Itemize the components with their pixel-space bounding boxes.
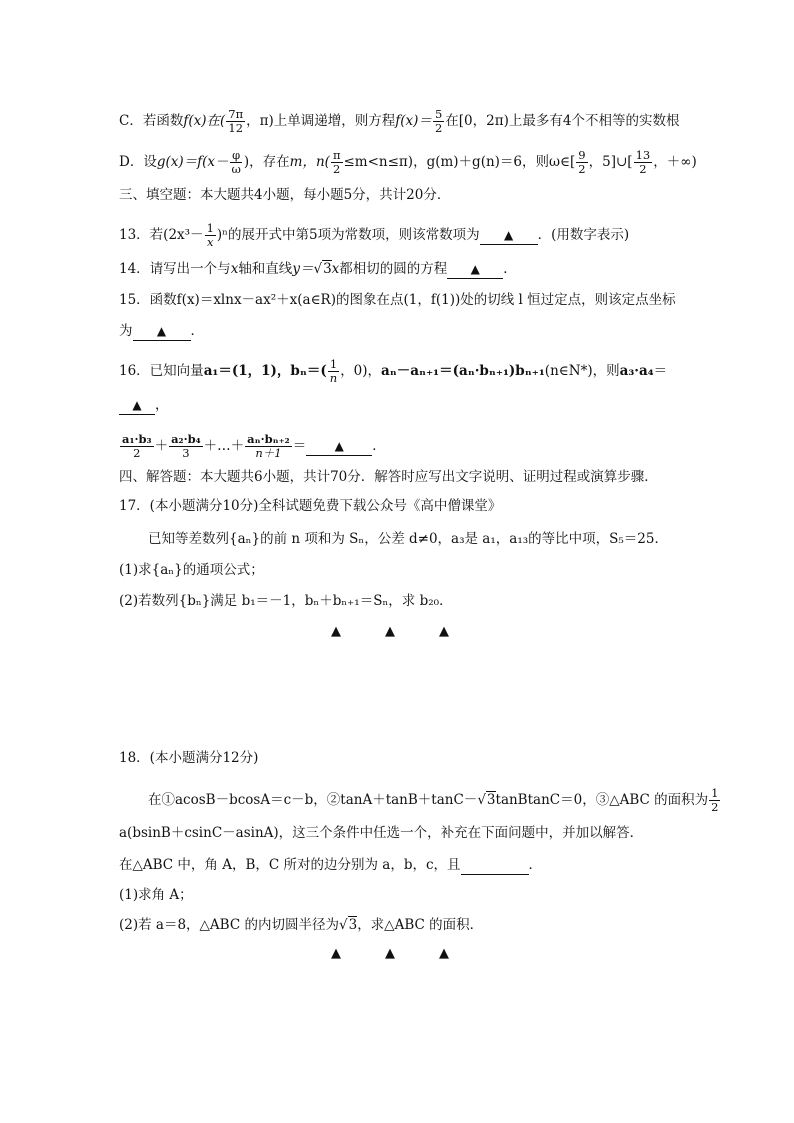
question-15-line-2: 为 ▲ ． — [119, 323, 204, 339]
question-18-stem-line-3: 在△ABC 中，角 A，B，C 所对的边分别为 a，b，c，且 ． — [119, 857, 543, 873]
fraction: $\frac{1}{n}$ — [329, 357, 338, 385]
section-3-heading: 三、填空题：本大题共4小题，每小题5分，共计20分． — [119, 187, 451, 203]
question-18-header: 18．(本小题满分12分) — [119, 750, 259, 766]
answer-space-markers: ▲ ▲ ▲ — [331, 946, 449, 961]
fraction: $\frac{\pi}{2}$ — [332, 148, 341, 176]
section-4-heading: 四、解答题：本大题共6小题，共计70分．解答时应写出文字说明、证明过程或演算步骤． — [119, 469, 658, 485]
option-c: C．若函数f(x)在( $\frac{7\pi}{12}$ ，π)上单调递增，则方程f(x)＝ $\frac{5}{2}$ 在[0，2π)上最多有4个不相等的实数根 — [119, 107, 680, 135]
fraction: $\frac{\text{a₂·b₄}}{3}$ — [171, 432, 201, 460]
question-16-line-3: $\frac{\text{a₁·b₃}}{2}$ ＋ $\frac{\text{a₂·b₄}}{3}$ ＋…＋ $\frac{\text{aₙ·bₙ₊₂}}{n+1}$ ＝ ▲ ． — [122, 432, 386, 460]
question-14: 14．请写出一个与x轴和直线y＝√3x都相切的圆的方程 ▲ ． — [119, 261, 517, 277]
question-17-header: 17．(本小题满分10分)全科试题免费下载公众号《高中僧课堂》 — [119, 498, 502, 514]
answer-blank[interactable]: ▲ — [119, 396, 155, 415]
answer-blank[interactable]: ▲ — [306, 437, 372, 456]
question-17-stem: 已知等差数列{aₙ}的前 n 项和为 Sₙ，公差 d≠0，a₃是 a₁，a₁₃的等比中项，S₅＝25． — [148, 531, 668, 547]
answer-blank[interactable]: ▲ — [447, 260, 503, 279]
question-17-part-2: (2)若数列{bₙ}满足 b₁＝－1，bₙ＋bₙ₊₁＝Sₙ，求 b₂₀． — [119, 593, 453, 609]
question-18-part-1: (1)求角 A； — [119, 887, 193, 903]
question-18-part-2: (2)若 a＝8，△ABC 的内切圆半径为√3，求△ABC 的面积． — [119, 917, 484, 933]
fraction: $\frac{5}{2}$ — [434, 107, 443, 135]
answer-blank[interactable]: ▲ — [480, 226, 538, 245]
question-16-line-1: 16．已知向量a₁＝(1，1)，bₙ＝( $\frac{1}{n}$ ，0)，aₙ－aₙ₊₁＝(aₙ·bₙ₊₁)bₙ₊₁(n∈N*)，则a₃·a₄＝ — [119, 357, 668, 385]
fraction: $\frac{7\pi}{12}$ — [228, 107, 244, 135]
question-18-stem-line-1: 在①acosB－bcosA＝c－b，②tanA＋tanB＋tanC－√3tanBtanC＝0，③△ABC 的面积为 $\frac{1}{2}$ — [148, 786, 719, 814]
fraction: $\frac{\text{a₁·b₃}}{2}$ — [122, 432, 152, 460]
fraction: $\frac{9}{2}$ — [578, 148, 586, 176]
question-13: 13．若(2x³－ $\frac{1}{x}$ )ⁿ的展开式中第5项为常数项，则该常数项为 ▲ ．(用数字表示) — [119, 221, 630, 249]
fraction: $\frac{1}{2}$ — [711, 786, 719, 814]
option-d: D．设g(x)＝f(x－ $\frac{\varphi}{\omega}$ )，存在m，n( $\frac{\pi}{2}$ ≤m<n≤π)，g(m)＋g(n)＝6，则ω∈[ $\frac{9}{2}$ ，5]∪[ $\frac{13}{2}$ ，＋∞) — [119, 148, 697, 176]
fraction: $\frac{13}{2}$ — [635, 148, 651, 176]
fraction: $\frac{\varphi}{\omega}$ — [231, 148, 241, 176]
answer-blank[interactable] — [461, 856, 529, 875]
question-18-stem-line-2: a(bsinB＋csinC－asinA)，这三个条件中任选一个，补充在下面问题中，并加以解答． — [119, 825, 644, 841]
fraction: $\frac{\text{aₙ·bₙ₊₂}}{n+1}$ — [247, 432, 290, 460]
answer-space-markers: ▲ ▲ ▲ — [331, 624, 449, 639]
question-15-line-1: 15．函数f(x)＝xlnx－ax²＋x(a∈R)的图象在点(1，f(1))处的切线 l 恒过定点，则该定点坐标 — [119, 292, 676, 308]
question-17-part-1: (1)求{aₙ}的通项公式； — [119, 562, 264, 578]
fraction: $\frac{1}{x}$ — [206, 221, 214, 249]
question-16-line-2: ▲ ， — [119, 396, 169, 415]
answer-blank[interactable]: ▲ — [133, 322, 191, 341]
